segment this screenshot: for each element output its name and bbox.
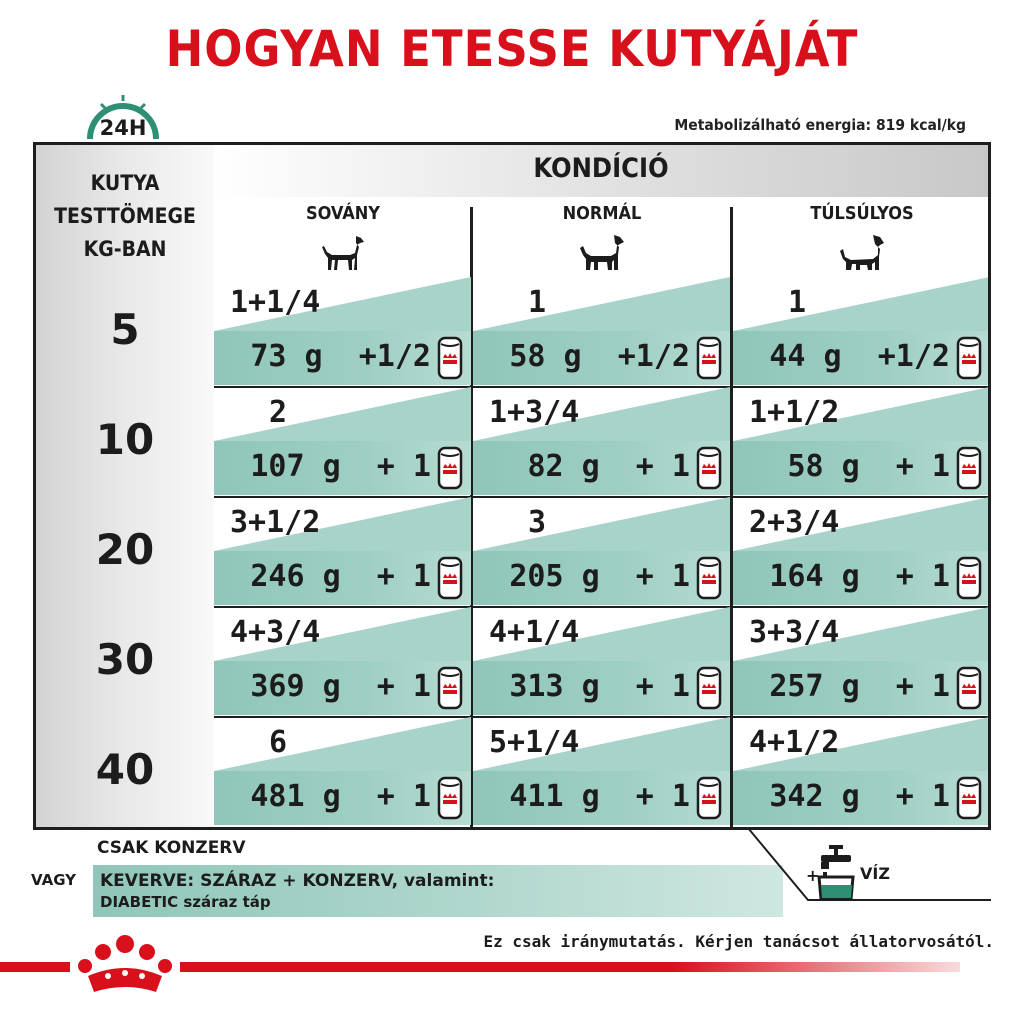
dry-amount: 1+1/4 xyxy=(230,285,321,320)
thin-dog-icon xyxy=(320,233,366,273)
dry-amount: 6 xyxy=(269,725,288,760)
can-icon xyxy=(956,776,982,820)
row-weight: 20 xyxy=(95,525,155,574)
condition-header: KONDÍCIÓ xyxy=(533,153,669,184)
only-wet-label: CSAK KONZERV xyxy=(97,838,246,858)
can-icon xyxy=(696,776,722,820)
dry-amount: 2+3/4 xyxy=(749,505,840,540)
row-weight: 40 xyxy=(95,745,155,794)
can-icon xyxy=(437,336,463,380)
row-weight: 5 xyxy=(110,305,140,354)
clock-24h-icon xyxy=(82,87,164,147)
can-icon xyxy=(956,666,982,710)
wet-band-slope xyxy=(473,497,730,551)
wet-amount: 313 g + 1 xyxy=(509,669,690,704)
dry-amount: 3+3/4 xyxy=(749,615,840,650)
or-label: VAGY xyxy=(31,871,77,889)
wet-amount: 164 g + 1 xyxy=(769,559,950,594)
water-label: VÍZ xyxy=(860,864,890,883)
dry-amount: 3 xyxy=(528,505,547,540)
wet-amount: 73 g +1/2 xyxy=(250,339,431,374)
mixed-label-line2: DIABETIC száraz táp xyxy=(100,893,271,911)
dry-amount: 1 xyxy=(788,285,807,320)
wet-band-slope xyxy=(214,717,471,771)
wet-band-slope xyxy=(733,277,990,331)
can-icon xyxy=(696,446,722,490)
wet-band-slope xyxy=(473,277,730,331)
dry-amount: 5+1/4 xyxy=(489,725,580,760)
feeding-table xyxy=(33,142,991,830)
wet-amount: 342 g + 1 xyxy=(769,779,950,814)
wet-amount: 481 g + 1 xyxy=(250,779,431,814)
can-icon xyxy=(956,556,982,600)
wet-amount: 58 g + 1 xyxy=(787,449,950,484)
can-icon xyxy=(437,446,463,490)
weight-header-line3: KG-BAN xyxy=(83,237,167,261)
can-icon xyxy=(437,666,463,710)
royal-canin-crown-logo xyxy=(70,930,180,1005)
wet-amount: 107 g + 1 xyxy=(250,449,431,484)
dry-amount: 4+1/4 xyxy=(489,615,580,650)
row-weight: 10 xyxy=(95,415,155,464)
can-icon xyxy=(956,446,982,490)
can-icon xyxy=(437,776,463,820)
column-header-overweight: TÚLSÚLYOS xyxy=(810,203,914,224)
water-plus: + xyxy=(806,866,820,885)
page-title: HOGYAN ETESSE KUTYÁJÁT xyxy=(165,20,859,78)
weight-header-line2: TESTTÖMEGE xyxy=(54,204,196,228)
mixed-label-line1: KEVERVE: SZÁRAZ + KONZERV, valamint: xyxy=(100,871,495,891)
dry-amount: 4+3/4 xyxy=(230,615,321,650)
can-icon xyxy=(696,666,722,710)
wet-amount: 411 g + 1 xyxy=(509,779,690,814)
column-header-normal: NORMÁL xyxy=(562,203,642,224)
column-header-thin: SOVÁNY xyxy=(305,203,381,224)
dry-amount: 3+1/2 xyxy=(230,505,321,540)
water-tap-icon xyxy=(817,843,857,903)
dry-amount: 2 xyxy=(269,395,288,430)
wet-amount: 246 g + 1 xyxy=(250,559,431,594)
can-icon xyxy=(696,556,722,600)
energy-text: Metabolizálható energia: 819 kcal/kg xyxy=(674,116,966,134)
clock-label: 24H xyxy=(99,116,147,140)
wet-amount: 82 g + 1 xyxy=(527,449,690,484)
can-icon xyxy=(956,336,982,380)
wet-amount: 257 g + 1 xyxy=(769,669,950,704)
weight-header xyxy=(36,167,214,266)
disclaimer-text: Ez csak iránymutatás. Kérjen tanácsot állatorvosától. xyxy=(483,932,994,951)
wet-amount: 58 g +1/2 xyxy=(509,339,690,374)
wet-amount: 205 g + 1 xyxy=(509,559,690,594)
dry-amount: 1+1/2 xyxy=(749,395,840,430)
dry-amount: 1 xyxy=(528,285,547,320)
dry-amount: 1+3/4 xyxy=(489,395,580,430)
wet-amount: 369 g + 1 xyxy=(250,669,431,704)
weight-header-line1: KUTYA xyxy=(90,171,160,195)
dry-amount: 4+1/2 xyxy=(749,725,840,760)
wet-amount: 44 g +1/2 xyxy=(769,339,950,374)
overweight-dog-icon xyxy=(839,233,885,273)
wet-band-slope xyxy=(214,387,471,441)
normal-dog-icon xyxy=(579,233,625,273)
can-icon xyxy=(437,556,463,600)
can-icon xyxy=(696,336,722,380)
row-weight: 30 xyxy=(95,635,155,684)
